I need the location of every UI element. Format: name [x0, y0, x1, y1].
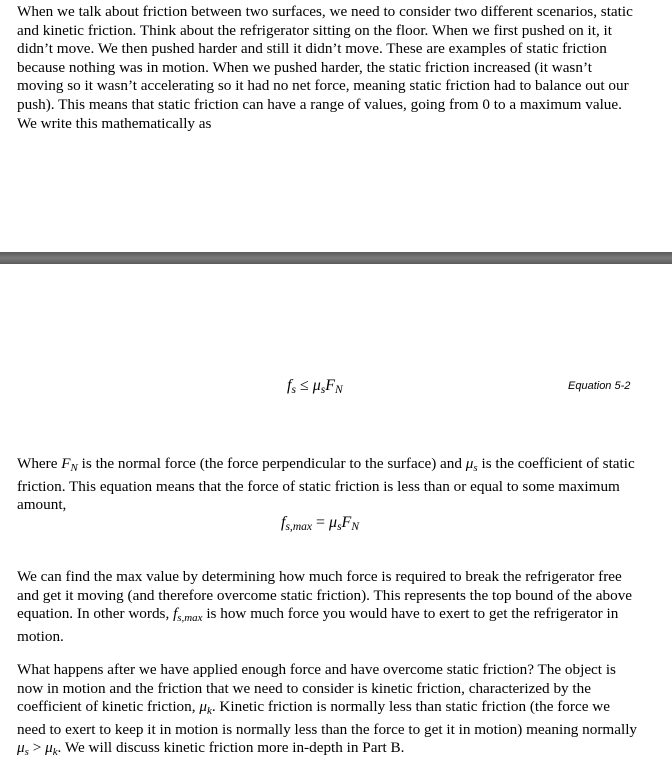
- p4-mu-k2: μ: [45, 739, 53, 757]
- p4-mu-k2-sub: k: [52, 746, 58, 759]
- p3-text-1: We can find the max value by determining how much force is required to break the refrigerator free and get it moving (and therefore overcome static friction). This represents the top bound of the above equation. In other words,: [17, 568, 633, 623]
- equation-static-friction-inequality: [287, 377, 343, 396]
- eq2-f: f: [281, 514, 286, 531]
- p4-mu-k: μ: [199, 698, 207, 716]
- paragraph-kinetic-friction: [17, 661, 642, 762]
- p2-mu: μ: [465, 455, 474, 472]
- eq2-mu-sub: s: [337, 521, 342, 534]
- p4-mu-s-sub: s: [24, 746, 29, 759]
- p2-FN: F: [61, 455, 71, 472]
- p2-FN-sub: N: [70, 462, 78, 475]
- eq1-mu-sub: s: [320, 384, 326, 397]
- eq2-f-sub: s,max: [285, 521, 312, 534]
- page-divider: [0, 252, 672, 264]
- paragraph-normal-force: [17, 455, 642, 515]
- paragraph-max-value: [17, 568, 642, 646]
- p4-text-1: What happens after we have applied enough force and have overcome static friction? The object is now in motion and the friction that we need to consider is kinetic friction, characterized by the coefficient of kinetic friction,: [17, 661, 616, 716]
- eq2-mu: μ: [329, 514, 338, 531]
- eq2-F-sub: N: [351, 521, 360, 534]
- p2-text-3: is the coefficient of static friction. This equation means that the force of static friction is less than or equal to some maximum amount,: [17, 455, 635, 514]
- p3-text-2: is how much force you would have to exert to get the refrigerator in motion.: [17, 605, 619, 645]
- eq1-F-sub: N: [335, 384, 343, 397]
- eq1-op: ≤: [295, 377, 313, 394]
- paragraph-static-friction-intro: When we talk about friction between two surfaces, we need to consider two different scenarios, static and kinetic friction. Think about the refrigerator sitting on the floor. When we first pushed on it, it didn’t move. We then pushed harder and still it didn’t move. These are examples of static friction because nothing was in motion. When we pushed harder, the static friction increased (it wasn’t moving so it wasn’t accelerating so it had no net force, meaning static friction had to balance out our push). This means that static friction can have a range of values, going from 0 to a maximum value. We write this mathematically as: [17, 3, 633, 132]
- eq1-f: f: [287, 377, 292, 394]
- eq2-op: =: [312, 514, 330, 531]
- eq2-F: F: [341, 514, 352, 531]
- p3-f-sub: s,max: [177, 612, 203, 625]
- p4-text-3: . We will discuss kinetic friction more in-depth in Part B.: [57, 739, 405, 757]
- eq1-F: F: [325, 377, 336, 394]
- p4-op: >: [28, 739, 46, 757]
- p4-text-2: . Kinetic friction is normally less than static friction (the force we need to exert to keep it in motion is normally less than the force to get it in motion) meaning normally: [17, 698, 638, 738]
- p4-mu-k-sub: k: [206, 705, 212, 718]
- equation-static-friction-max: [281, 514, 359, 533]
- eq1-f-sub: s: [291, 384, 296, 397]
- p2-text-2: is the normal force (the force perpendicular to the surface) and: [77, 455, 466, 472]
- equation-number-label: Equation 5-2: [568, 380, 631, 392]
- p2-mu-sub: s: [473, 462, 478, 475]
- p2-text-1: Where: [17, 455, 62, 472]
- eq1-mu: μ: [312, 377, 321, 394]
- p3-f: f: [173, 605, 178, 623]
- p4-mu-s: μ: [17, 739, 25, 757]
